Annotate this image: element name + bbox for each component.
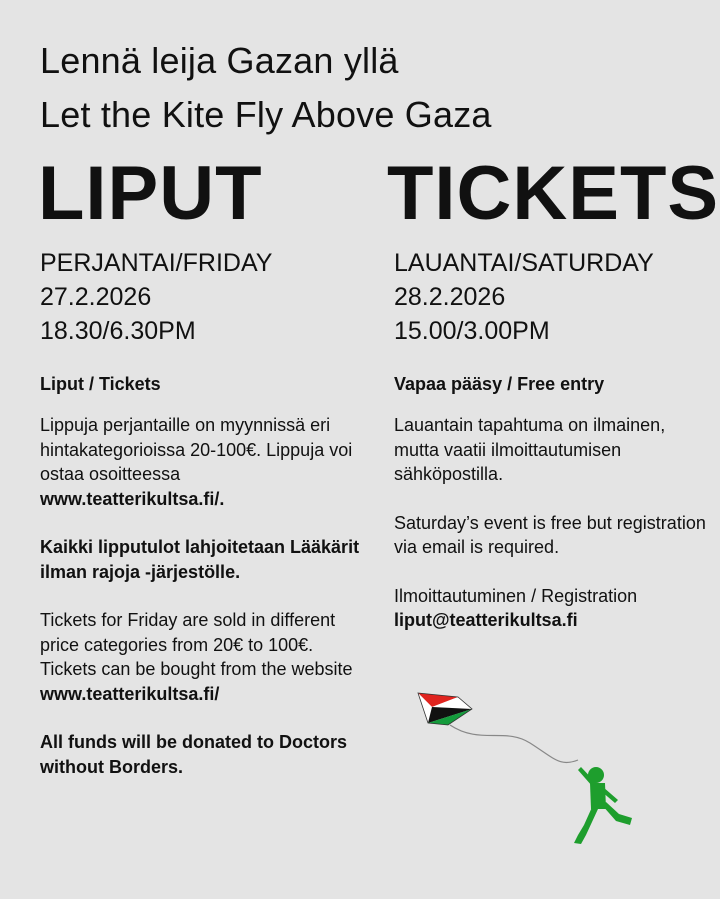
saturday-subhead: Vapaa pääsy / Free entry [394, 374, 605, 394]
registration-label: Ilmoittautuminen / Registration [394, 585, 638, 606]
friday-day: PERJANTAI/FRIDAY [40, 249, 273, 277]
saturday-registration [394, 584, 714, 633]
friday-donation-finnish: Kaikki lipputulot lahjoitetaan Lääkärit ilman rajoja -järjestölle. [40, 537, 360, 582]
friday-subhead: Liput / Tickets [40, 374, 161, 394]
kite-string [450, 725, 578, 763]
friday-time: 18.30/6.30PM [40, 317, 196, 345]
saturday-time: 15.00/3.00PM [394, 317, 550, 345]
friday-finnish-text [40, 413, 360, 511]
friday-finnish-url: www.teatterikultsa.fi/. [40, 488, 225, 509]
friday-finnish-body: Lippuja perjantaille on myynnissä eri hintakategorioissa 20-100€. Lippuja voi ostaa osoitteessa [40, 415, 353, 484]
saturday-english-text: Saturday’s event is free but registration via email is required. [394, 512, 706, 557]
friday-english-body: Tickets for Friday are sold in different price categories from 20€ to 100€. Tickets can be bought from the website [40, 610, 353, 679]
registration-email: liput@teatterikultsa.fi [394, 610, 578, 630]
saturday-date: 28.2.2026 [394, 283, 506, 311]
heading-tickets: TICKETS [387, 151, 720, 236]
friday-date: 27.2.2026 [40, 283, 152, 311]
kite-icon [418, 693, 472, 725]
friday-english-url: www.teatterikultsa.fi/ [40, 683, 220, 704]
title-finnish: Lennä leija Gazan yllä [40, 40, 399, 81]
title-english: Let the Kite Fly Above Gaza [40, 94, 492, 135]
friday-column [40, 246, 360, 797]
running-child-icon [574, 767, 632, 844]
friday-english-text [40, 608, 360, 706]
saturday-day: LAUANTAI/SATURDAY [394, 249, 654, 277]
kite-illustration [410, 685, 650, 855]
saturday-column [394, 246, 714, 651]
heading-liput: LIPUT [38, 151, 263, 236]
friday-donation-english: All funds will be donated to Doctors without Borders. [40, 732, 348, 777]
saturday-finnish-text: Lauantain tapahtuma on ilmainen, mutta vaatii ilmoittautumisen sähköpostilla. [394, 415, 666, 484]
